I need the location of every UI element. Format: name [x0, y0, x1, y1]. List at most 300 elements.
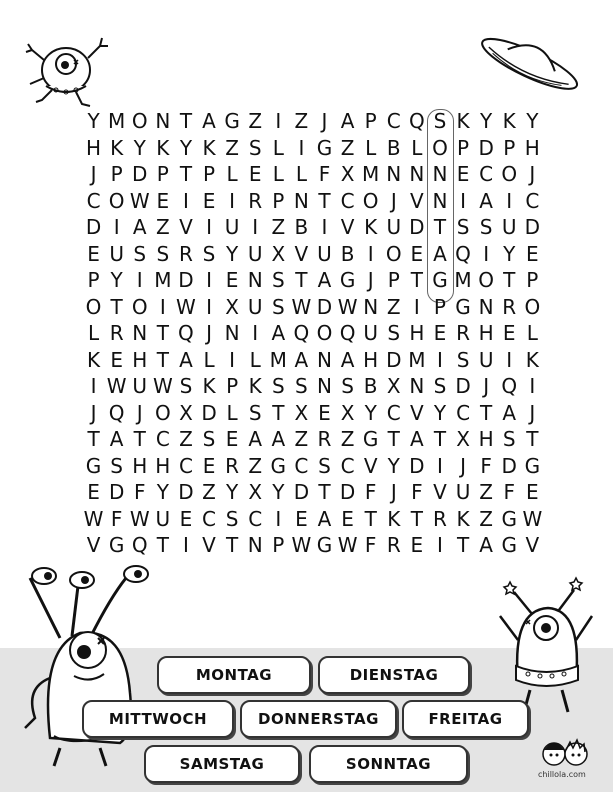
grid-letter[interactable]: T: [364, 506, 377, 531]
grid-letter[interactable]: M: [269, 347, 287, 372]
grid-letter[interactable]: B: [386, 135, 401, 160]
grid-letter[interactable]: L: [249, 347, 261, 372]
grid-letter[interactable]: Y: [133, 135, 146, 160]
grid-letter[interactable]: L: [272, 162, 284, 187]
grid-letter[interactable]: P: [433, 294, 446, 319]
grid-letter[interactable]: D: [455, 374, 471, 399]
grid-letter[interactable]: Z: [248, 453, 263, 478]
grid-letter[interactable]: A: [248, 427, 263, 452]
grid-letter[interactable]: D: [478, 135, 494, 160]
grid-letter[interactable]: C: [155, 427, 170, 452]
grid-letter[interactable]: A: [479, 533, 493, 558]
grid-letter[interactable]: S: [202, 241, 216, 266]
grid-letter[interactable]: I: [136, 268, 143, 293]
grid-letter[interactable]: B: [294, 215, 309, 240]
grid-letter[interactable]: A: [132, 215, 147, 240]
grid-letter[interactable]: I: [206, 268, 212, 293]
grid-letter[interactable]: V: [340, 215, 355, 240]
grid-letter[interactable]: X: [294, 400, 309, 425]
grid-letter[interactable]: O: [524, 294, 541, 319]
grid-letter[interactable]: A: [202, 109, 216, 134]
grid-letter[interactable]: R: [178, 241, 193, 266]
grid-letter[interactable]: I: [90, 374, 97, 399]
grid-letter[interactable]: H: [132, 347, 148, 372]
grid-letter[interactable]: H: [524, 135, 540, 160]
grid-letter[interactable]: N: [478, 294, 494, 319]
grid-letter[interactable]: S: [271, 294, 285, 319]
grid-letter[interactable]: W: [291, 533, 312, 558]
grid-letter[interactable]: C: [456, 400, 471, 425]
grid-letter[interactable]: Y: [364, 400, 377, 425]
grid-letter[interactable]: J: [90, 400, 97, 425]
grid-letter[interactable]: E: [110, 347, 123, 372]
grid-letter[interactable]: I: [437, 347, 443, 372]
grid-letter[interactable]: S: [225, 506, 239, 531]
grid-letter[interactable]: H: [478, 321, 494, 346]
grid-letter[interactable]: N: [247, 533, 263, 558]
grid-letter[interactable]: P: [156, 162, 169, 187]
grid-letter[interactable]: X: [248, 480, 263, 505]
grid-letter[interactable]: L: [365, 135, 377, 160]
grid-letter[interactable]: U: [109, 241, 124, 266]
grid-letter[interactable]: Y: [503, 241, 516, 266]
grid-letter[interactable]: D: [339, 480, 356, 505]
grid-letter[interactable]: I: [437, 453, 443, 478]
grid-letter[interactable]: W: [337, 294, 358, 319]
grid-letter[interactable]: S: [271, 268, 285, 293]
grid-letter[interactable]: Z: [340, 427, 355, 452]
grid-letter[interactable]: I: [506, 347, 513, 372]
grid-letter[interactable]: J: [529, 162, 536, 187]
grid-letter[interactable]: I: [275, 109, 282, 134]
grid-letter[interactable]: I: [229, 188, 236, 213]
grid-letter[interactable]: I: [275, 506, 282, 531]
grid-letter[interactable]: G: [432, 268, 448, 293]
grid-letter[interactable]: Z: [155, 215, 170, 240]
grid-letter[interactable]: Y: [226, 241, 239, 266]
grid-letter[interactable]: N: [155, 109, 171, 134]
grid-letter[interactable]: O: [108, 188, 125, 213]
grid-letter[interactable]: C: [340, 188, 355, 213]
grid-letter[interactable]: D: [85, 215, 102, 240]
grid-letter[interactable]: B: [363, 374, 378, 399]
grid-letter[interactable]: K: [456, 109, 470, 134]
grid-letter[interactable]: I: [206, 215, 212, 240]
grid-letter[interactable]: E: [225, 427, 239, 452]
grid-letter[interactable]: H: [478, 427, 494, 452]
grid-letter[interactable]: E: [410, 533, 424, 558]
grid-letter[interactable]: I: [252, 321, 259, 346]
grid-letter[interactable]: J: [206, 321, 212, 346]
grid-letter[interactable]: T: [226, 533, 239, 558]
grid-letter[interactable]: F: [110, 506, 123, 531]
grid-letter[interactable]: U: [155, 506, 171, 531]
grid-letter[interactable]: Z: [386, 294, 401, 319]
grid-letter[interactable]: M: [108, 109, 126, 134]
grid-letter[interactable]: S: [456, 347, 470, 372]
grid-letter[interactable]: O: [432, 135, 448, 160]
grid-letter[interactable]: R: [433, 506, 447, 531]
grid-letter[interactable]: I: [460, 188, 466, 213]
grid-letter[interactable]: Y: [110, 268, 123, 293]
grid-letter[interactable]: J: [321, 109, 328, 134]
grid-letter[interactable]: K: [202, 374, 216, 399]
grid-letter[interactable]: T: [433, 427, 447, 452]
grid-letter[interactable]: T: [480, 400, 493, 425]
grid-letter[interactable]: P: [87, 268, 100, 293]
grid-letter[interactable]: C: [248, 506, 263, 531]
grid-letter[interactable]: E: [433, 321, 447, 346]
grid-letter[interactable]: T: [456, 533, 470, 558]
grid-letter[interactable]: N: [293, 188, 309, 213]
grid-letter[interactable]: V: [294, 241, 309, 266]
grid-letter[interactable]: J: [529, 400, 536, 425]
grid-letter[interactable]: P: [110, 162, 123, 187]
grid-letter[interactable]: T: [133, 427, 146, 452]
grid-letter[interactable]: T: [179, 162, 193, 187]
grid-letter[interactable]: U: [501, 215, 517, 240]
grid-letter[interactable]: Z: [294, 427, 309, 452]
grid-letter[interactable]: R: [456, 321, 470, 346]
grid-letter[interactable]: I: [159, 294, 166, 319]
grid-letter[interactable]: C: [178, 453, 193, 478]
grid-letter[interactable]: I: [252, 215, 259, 240]
grid-letter[interactable]: C: [340, 453, 355, 478]
grid-letter[interactable]: E: [295, 506, 308, 531]
grid-letter[interactable]: W: [106, 374, 127, 399]
grid-letter[interactable]: K: [502, 109, 516, 134]
grid-letter[interactable]: A: [317, 268, 332, 293]
grid-letter[interactable]: E: [502, 321, 516, 346]
grid-letter[interactable]: U: [247, 294, 263, 319]
grid-letter[interactable]: Q: [408, 109, 425, 134]
grid-letter[interactable]: Q: [293, 321, 310, 346]
grid-letter[interactable]: P: [226, 374, 239, 399]
grid-letter[interactable]: Q: [108, 400, 125, 425]
grid-letter[interactable]: N: [317, 374, 332, 399]
grid-letter[interactable]: G: [85, 453, 102, 478]
grid-letter[interactable]: K: [387, 506, 401, 531]
grid-letter[interactable]: R: [502, 294, 517, 319]
grid-letter[interactable]: N: [432, 162, 448, 187]
grid-letter[interactable]: S: [179, 374, 193, 399]
grid-letter[interactable]: K: [525, 347, 539, 372]
grid-letter[interactable]: I: [182, 188, 189, 213]
grid-letter[interactable]: K: [86, 347, 101, 372]
grid-letter[interactable]: V: [433, 480, 447, 505]
grid-letter[interactable]: S: [156, 241, 170, 266]
grid-letter[interactable]: M: [362, 162, 380, 187]
grid-letter[interactable]: I: [321, 215, 328, 240]
grid-letter[interactable]: W: [291, 294, 312, 319]
grid-letter[interactable]: G: [108, 533, 125, 558]
grid-letter[interactable]: V: [86, 533, 101, 558]
grid-letter[interactable]: I: [437, 533, 443, 558]
grid-letter[interactable]: S: [202, 427, 216, 452]
grid-letter[interactable]: D: [108, 480, 125, 505]
grid-letter[interactable]: C: [202, 506, 216, 531]
grid-letter[interactable]: S: [341, 374, 354, 399]
grid-letter[interactable]: R: [317, 427, 332, 452]
grid-letter[interactable]: U: [386, 215, 402, 240]
grid-letter[interactable]: U: [224, 215, 240, 240]
grid-letter[interactable]: L: [226, 400, 238, 425]
grid-letter[interactable]: I: [206, 294, 212, 319]
grid-letter[interactable]: F: [364, 533, 377, 558]
grid-letter[interactable]: P: [272, 188, 285, 213]
grid-letter[interactable]: J: [390, 480, 397, 505]
grid-letter[interactable]: L: [272, 135, 284, 160]
grid-letter[interactable]: E: [156, 188, 170, 213]
grid-letter[interactable]: R: [386, 533, 401, 558]
grid-letter[interactable]: X: [225, 294, 239, 319]
grid-letter[interactable]: S: [248, 135, 262, 160]
grid-letter[interactable]: W: [522, 506, 543, 531]
grid-letter[interactable]: Z: [479, 506, 493, 531]
grid-letter[interactable]: C: [386, 400, 401, 425]
grid-letter[interactable]: J: [390, 188, 397, 213]
grid-letter[interactable]: I: [413, 294, 420, 319]
grid-letter[interactable]: S: [387, 321, 401, 346]
grid-letter[interactable]: E: [318, 400, 331, 425]
grid-letter[interactable]: N: [386, 162, 402, 187]
grid-letter[interactable]: C: [386, 109, 401, 134]
grid-letter[interactable]: F: [133, 480, 146, 505]
grid-letter[interactable]: U: [363, 321, 378, 346]
grid-letter[interactable]: T: [156, 533, 169, 558]
grid-letter[interactable]: H: [363, 347, 379, 372]
grid-letter[interactable]: S: [295, 374, 308, 399]
grid-letter[interactable]: L: [295, 162, 307, 187]
grid-letter[interactable]: X: [386, 374, 401, 399]
grid-letter[interactable]: H: [155, 453, 171, 478]
grid-letter[interactable]: S: [479, 215, 493, 240]
grid-letter[interactable]: D: [409, 215, 425, 240]
grid-letter[interactable]: P: [387, 268, 400, 293]
grid-letter[interactable]: S: [110, 453, 123, 478]
grid-letter[interactable]: A: [340, 109, 355, 134]
grid-letter[interactable]: J: [90, 162, 97, 187]
grid-letter[interactable]: U: [455, 480, 471, 505]
grid-letter[interactable]: E: [179, 506, 193, 531]
grid-letter[interactable]: A: [340, 347, 355, 372]
grid-letter[interactable]: O: [362, 188, 379, 213]
grid-letter[interactable]: E: [341, 506, 354, 531]
grid-letter[interactable]: S: [133, 241, 147, 266]
grid-letter[interactable]: V: [525, 533, 540, 558]
grid-letter[interactable]: O: [316, 321, 333, 346]
grid-letter[interactable]: U: [247, 241, 263, 266]
grid-letter[interactable]: A: [479, 188, 493, 213]
grid-letter[interactable]: G: [339, 268, 356, 293]
grid-letter[interactable]: N: [317, 347, 332, 372]
grid-letter[interactable]: E: [87, 241, 100, 266]
grid-letter[interactable]: W: [176, 294, 196, 319]
grid-letter[interactable]: E: [225, 268, 239, 293]
grid-letter[interactable]: S: [502, 427, 516, 452]
grid-letter[interactable]: E: [248, 162, 262, 187]
grid-letter[interactable]: U: [132, 374, 148, 399]
grid-letter[interactable]: M: [154, 268, 172, 293]
grid-letter[interactable]: V: [410, 188, 424, 213]
grid-letter[interactable]: Y: [433, 400, 447, 425]
grid-letter[interactable]: P: [526, 268, 539, 293]
grid-letter[interactable]: E: [526, 480, 539, 505]
grid-letter[interactable]: E: [87, 480, 100, 505]
grid-letter[interactable]: I: [367, 241, 374, 266]
grid-letter[interactable]: D: [293, 480, 310, 505]
grid-letter[interactable]: D: [201, 400, 217, 425]
grid-letter[interactable]: T: [526, 427, 539, 452]
grid-letter[interactable]: O: [131, 109, 148, 134]
grid-letter[interactable]: T: [295, 268, 308, 293]
grid-letter[interactable]: N: [132, 321, 148, 346]
grid-letter[interactable]: J: [460, 453, 466, 478]
grid-letter[interactable]: Z: [479, 480, 493, 505]
grid-letter[interactable]: A: [271, 321, 286, 346]
grid-letter[interactable]: G: [501, 533, 517, 558]
grid-letter[interactable]: T: [503, 268, 516, 293]
grid-letter[interactable]: J: [136, 400, 143, 425]
grid-letter[interactable]: L: [203, 347, 215, 372]
grid-letter[interactable]: T: [318, 480, 331, 505]
grid-letter[interactable]: O: [85, 294, 102, 319]
grid-letter[interactable]: G: [316, 533, 333, 558]
grid-letter[interactable]: N: [247, 268, 263, 293]
grid-letter[interactable]: I: [506, 188, 513, 213]
grid-letter[interactable]: X: [340, 400, 355, 425]
grid-letter[interactable]: Z: [271, 215, 286, 240]
grid-letter[interactable]: Y: [156, 480, 169, 505]
grid-letter[interactable]: G: [270, 453, 287, 478]
grid-letter[interactable]: E: [410, 241, 424, 266]
grid-letter[interactable]: R: [225, 453, 240, 478]
grid-letter[interactable]: O: [478, 268, 495, 293]
grid-letter[interactable]: I: [113, 215, 120, 240]
grid-letter[interactable]: L: [411, 135, 423, 160]
grid-letter[interactable]: N: [224, 321, 240, 346]
grid-letter[interactable]: T: [410, 506, 423, 531]
grid-letter[interactable]: H: [409, 321, 425, 346]
grid-letter[interactable]: S: [456, 215, 470, 240]
grid-letter[interactable]: V: [202, 533, 216, 558]
grid-letter[interactable]: H: [86, 135, 102, 160]
grid-letter[interactable]: A: [502, 400, 517, 425]
grid-letter[interactable]: G: [455, 294, 471, 319]
grid-letter[interactable]: B: [340, 241, 355, 266]
grid-letter[interactable]: Z: [340, 135, 355, 160]
grid-letter[interactable]: D: [409, 453, 425, 478]
grid-letter[interactable]: D: [386, 347, 402, 372]
grid-letter[interactable]: Z: [294, 109, 309, 134]
grid-letter[interactable]: C: [525, 188, 540, 213]
grid-letter[interactable]: P: [272, 533, 285, 558]
grid-letter[interactable]: N: [363, 294, 379, 319]
grid-letter[interactable]: X: [456, 427, 470, 452]
grid-letter[interactable]: Y: [480, 109, 493, 134]
grid-letter[interactable]: Z: [225, 135, 239, 160]
grid-letter[interactable]: P: [503, 135, 516, 160]
grid-letter[interactable]: S: [271, 374, 285, 399]
grid-letter[interactable]: X: [179, 400, 193, 425]
grid-letter[interactable]: R: [248, 188, 263, 213]
grid-letter[interactable]: S: [433, 109, 447, 134]
grid-letter[interactable]: Z: [179, 427, 193, 452]
grid-letter[interactable]: N: [409, 374, 425, 399]
grid-letter[interactable]: M: [454, 268, 472, 293]
grid-letter[interactable]: T: [87, 427, 100, 452]
grid-letter[interactable]: A: [109, 427, 124, 452]
grid-letter[interactable]: V: [179, 215, 193, 240]
grid-letter[interactable]: M: [408, 347, 426, 372]
grid-letter[interactable]: L: [87, 321, 100, 346]
grid-letter[interactable]: A: [271, 427, 286, 452]
grid-letter[interactable]: G: [524, 453, 541, 478]
grid-letter[interactable]: I: [229, 347, 236, 372]
grid-letter[interactable]: T: [156, 347, 169, 372]
grid-letter[interactable]: A: [433, 241, 447, 266]
grid-letter[interactable]: A: [317, 506, 332, 531]
grid-letter[interactable]: A: [294, 347, 309, 372]
grid-letter[interactable]: H: [132, 453, 148, 478]
grid-letter[interactable]: O: [385, 241, 402, 266]
grid-letter[interactable]: L: [226, 162, 238, 187]
grid-letter[interactable]: X: [271, 241, 286, 266]
grid-letter[interactable]: F: [411, 480, 423, 505]
grid-letter[interactable]: K: [156, 135, 170, 160]
grid-letter[interactable]: D: [316, 294, 333, 319]
grid-letter[interactable]: L: [526, 321, 538, 346]
grid-letter[interactable]: T: [272, 400, 285, 425]
grid-letter[interactable]: Y: [526, 109, 539, 134]
grid-letter[interactable]: I: [182, 533, 189, 558]
grid-letter[interactable]: C: [294, 453, 309, 478]
grid-letter[interactable]: T: [410, 268, 423, 293]
grid-letter[interactable]: F: [318, 162, 331, 187]
grid-letter[interactable]: V: [363, 453, 378, 478]
grid-letter[interactable]: K: [456, 506, 470, 531]
grid-letter[interactable]: F: [364, 480, 377, 505]
grid-letter[interactable]: Q: [131, 533, 148, 558]
grid-letter[interactable]: V: [410, 400, 424, 425]
grid-letter[interactable]: W: [129, 506, 150, 531]
grid-letter[interactable]: Q: [178, 321, 194, 346]
grid-letter[interactable]: W: [129, 188, 150, 213]
grid-letter[interactable]: O: [501, 162, 518, 187]
grid-letter[interactable]: D: [132, 162, 148, 187]
grid-letter[interactable]: K: [364, 215, 378, 240]
grid-letter[interactable]: G: [362, 427, 379, 452]
grid-letter[interactable]: U: [317, 241, 332, 266]
grid-letter[interactable]: K: [202, 135, 216, 160]
grid-letter[interactable]: D: [524, 215, 541, 240]
grid-letter[interactable]: Z: [202, 480, 216, 505]
grid-letter[interactable]: R: [109, 321, 124, 346]
grid-letter[interactable]: Y: [387, 453, 400, 478]
grid-letter[interactable]: I: [483, 241, 490, 266]
grid-letter[interactable]: Q: [339, 321, 356, 346]
grid-letter[interactable]: G: [501, 506, 517, 531]
grid-letter[interactable]: T: [433, 215, 447, 240]
grid-letter[interactable]: F: [480, 453, 492, 478]
grid-letter[interactable]: G: [316, 135, 333, 160]
grid-letter[interactable]: T: [110, 294, 123, 319]
grid-letter[interactable]: W: [337, 533, 358, 558]
grid-letter[interactable]: Y: [179, 135, 193, 160]
grid-letter[interactable]: U: [478, 347, 494, 372]
grid-letter[interactable]: Q: [455, 241, 471, 266]
grid-letter[interactable]: W: [83, 506, 104, 531]
